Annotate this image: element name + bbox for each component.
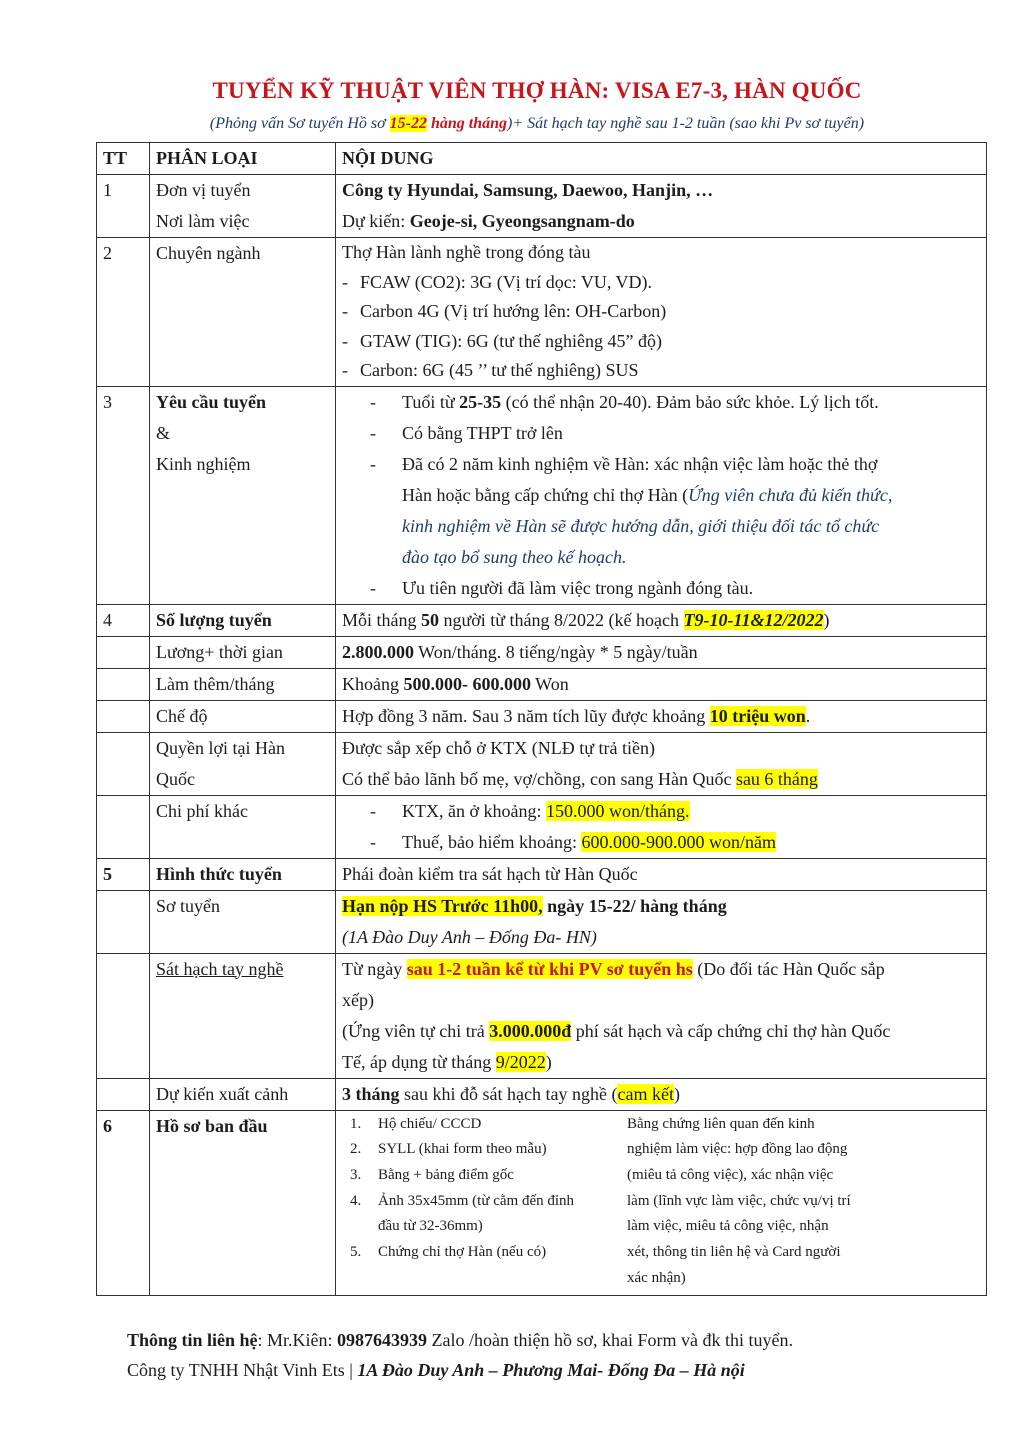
content-line [342,1047,982,1078]
row-label: Dự kiến xuất cảnh [150,1078,336,1110]
row-label: Làm thêm/tháng [150,668,336,700]
header-phanloai: PHÂN LOẠI [150,143,336,175]
table-row [97,953,987,1078]
text-highlight: cam kết [617,1083,674,1104]
text-line: nghiệm làm việc: hợp đồng lao động [627,1141,848,1158]
document-list [342,1111,982,1292]
text-highlight: T9-10-11&12/2022 [683,609,824,630]
content-line: Thợ Hàn lành nghề trong đóng tàu [342,242,591,262]
text: KTX, ăn ở khoảng: [402,800,546,821]
row-content [336,795,987,858]
text-line: làm việc, miêu tả công việc, nhận [627,1218,829,1235]
row-content [336,386,987,604]
list-item [342,1189,627,1215]
row-content [336,238,987,387]
row-number: 4 [97,604,150,636]
dash-bullet: - [342,330,348,351]
text: Tế, áp dụng từ tháng [342,1051,496,1072]
table-row [97,700,987,732]
text-highlight: 3.000.000đ [489,1020,572,1041]
document-list-left [342,1112,627,1292]
row-label: Chuyên ngành [150,238,336,387]
text: Hàn hoặc bằng cấp chứng chỉ thợ Hàn ( [402,484,689,505]
row-number: 1 [97,175,150,238]
row-number: 5 [97,858,150,890]
subtitle-text-end: )+ Sát hạch tay nghề sau 1-2 tuần (sao khi Pv sơ tuyển) [507,115,865,132]
text: ) [545,1051,552,1072]
row-label: Hình thức tuyển [150,858,336,890]
table-row [97,238,987,387]
text: Won/tháng. 8 tiếng/ngày * 5 ngày/tuần [414,641,698,662]
list-item [342,1112,627,1138]
text: Có thể bảo lãnh bố mẹ, vợ/chồng, con sang Hàn Quốc [342,768,736,789]
row-number-empty [97,795,150,858]
text: . [805,705,811,726]
label-line: Quyền lợi tại Hàn [156,737,285,758]
text: người từ tháng 8/2022 (kế hoạch [439,609,684,630]
subtitle-highlight: 15-22 [389,115,427,132]
text: Won [531,673,569,694]
content-line [342,764,982,795]
content-line [342,206,982,237]
content-line: xếp) [342,989,374,1010]
list-item [342,1163,627,1189]
list-text: Có bằng THPT trở lên [402,422,563,443]
document-list-right [627,1112,897,1292]
recruitment-table [96,142,987,1296]
list-item [342,418,982,449]
text: Khoảng [342,673,404,694]
row-content [336,1110,987,1296]
table-row [97,1078,987,1110]
content-line: (1A Đào Duy Anh – Đống Đa- HN) [342,926,597,947]
text-bold: 25-35 [459,391,502,412]
text-line: xác nhận) [627,1269,686,1286]
text-bold: 50 [421,609,439,630]
contact-info [127,1330,793,1351]
row-label: Số lượng tuyển [150,604,336,636]
list-text: Chứng chỉ thợ Hàn (nếu có) [378,1244,547,1261]
list-item [342,1214,627,1240]
list-text: đầu từ 32-36mm) [378,1218,483,1235]
subtitle-text: (Phỏng vấn Sơ tuyển Hồ sơ [209,115,390,132]
contact-label: Thông tin liên hệ [127,1330,258,1350]
list-number: 3. [350,1166,362,1183]
list-item [342,297,982,327]
text-bold: 3 tháng [342,1083,400,1104]
row-label: Hồ sơ ban đầu [150,1110,336,1296]
text: (có thể nhận 20-40). Đảm bảo sức khỏe. Lý lịch tốt. [501,391,879,412]
content-line [342,1016,982,1047]
list-item [342,356,982,386]
dash-bullet: - [370,831,376,852]
row-number-empty [97,953,150,1078]
list-text: Đã có 2 năm kinh nghiệm về Hàn: xác nhận việc làm hoặc thẻ thợ [402,453,878,474]
row-content [336,953,987,1078]
dash-bullet: - [370,800,376,821]
label-line: Yêu cầu tuyển [156,391,267,412]
row-content [336,636,987,668]
list-item [342,1137,627,1163]
subtitle-red: hàng tháng [426,115,508,132]
list-item [342,387,982,418]
list-text: Carbon 4G (Vị trí hướng lên: OH-Carbon) [360,301,667,321]
row-label: Sơ tuyển [150,890,336,953]
row-content: Phái đoàn kiểm tra sát hạch từ Hàn Quốc [336,858,987,890]
text-highlight: 150.000 won/tháng. [546,800,690,821]
header-tt: TT [97,143,150,175]
text-bold: 2.800.000 [342,641,414,662]
row-number-empty [97,732,150,795]
dash-bullet: - [370,577,376,598]
table-row [97,732,987,795]
contact-name: : Mr.Kiên: [257,1330,338,1350]
text: ) [823,609,830,630]
header-noidung: NỘI DUNG [336,143,987,175]
row-number: 6 [97,1110,150,1296]
row-content [336,668,987,700]
text-highlight: Hạn nộp HS Trước 11h00, [342,895,543,916]
list-text: GTAW (TIG): 6G (tư thế nghiêng 45” độ) [360,330,662,351]
row-label: Chi phí khác [150,795,336,858]
text: Dự kiến: [342,211,410,231]
list-text: Hộ chiếu/ CCCD [378,1115,482,1132]
text: Từ ngày [342,958,407,979]
text-bold: Geoje-si, Gyeongsangnam-do [409,211,635,231]
label-line: Nơi làm việc [156,211,250,231]
list-item [342,327,982,357]
row-content [336,175,987,238]
table-row [97,1110,987,1296]
content-line [342,954,982,985]
contact-note: Zalo /hoàn thiện hồ sơ, khai Form và đk thi tuyển. [427,1330,794,1350]
dash-bullet: - [342,360,348,380]
list-continuation: kinh nghiệm về Hàn sẽ được hướng dẫn, giới thiệu đối tác tổ chức [402,515,880,536]
row-number-empty [97,890,150,953]
document-title: TUYỂN KỸ THUẬT VIÊN THỢ HÀN: VISA E7-3, HÀN QUỐC [212,78,862,103]
row-content [336,700,987,732]
list-item [342,449,982,480]
contact-phone: 0987643939 [337,1330,428,1350]
dash-bullet: - [370,453,376,474]
table-row [97,636,987,668]
list-number: 2. [350,1141,362,1158]
text-line: làm (lĩnh vực làm việc, chức vụ/vị trí [627,1192,851,1209]
row-label: Sát hạch tay nghề [150,953,336,1078]
text-highlight: 10 triệu won [709,705,806,726]
row-number-empty [97,1078,150,1110]
list-item [342,827,982,858]
content-line [342,891,982,922]
list-continuation [342,480,982,511]
text-italic: Ứng viên chưa đủ kiến thức, [688,484,893,505]
row-label: Chế độ [150,700,336,732]
row-number-empty [97,700,150,732]
label-line: Kinh nghiệm [156,453,251,474]
list-number: 5. [350,1244,362,1261]
text-line: xét, thông tin liên hệ và Card người [627,1244,841,1261]
text: Tuổi từ [402,391,460,412]
list-text: FCAW (CO2): 3G (Vị trí dọc: VU, VD). [360,271,653,292]
list-number: 4. [350,1192,362,1209]
text: sau khi đỗ sát hạch tay nghề ( [399,1083,618,1104]
row-content [336,1078,987,1110]
table-header-row [97,143,987,175]
table-row [97,175,987,238]
text: (Ứng viên tự chi trả [342,1020,490,1041]
text-highlight: sau 1-2 tuần kể từ khi PV sơ tuyển hs [406,958,693,979]
row-label [150,175,336,238]
row-content [336,604,987,636]
table-row [97,890,987,953]
table-row [97,386,987,604]
row-content [336,732,987,795]
text: Hợp đồng 3 năm. Sau 3 năm tích lũy được khoảng [342,705,710,726]
content-line: Được sắp xếp chỗ ở KTX (NLĐ tự trả tiền) [342,737,655,758]
dash-bullet: - [342,301,348,321]
text: phí sát hạch và cấp chứng chỉ thợ hàn Quốc [571,1020,891,1041]
document-subtitle [0,115,1024,133]
dash-bullet: - [370,391,376,412]
text-highlight: 9/2022 [495,1051,546,1072]
text: (Do đối tác Hàn Quốc sắp [692,958,885,979]
table-row [97,795,987,858]
row-label [150,386,336,604]
list-number: 1. [350,1115,362,1132]
dash-bullet: - [370,422,376,443]
text-bold: 500.000- 600.000 [403,673,531,694]
row-label: Lương+ thời gian [150,636,336,668]
text: Thuế, bảo hiểm khoảng: [402,831,582,852]
list-text: SYLL (khai form theo mẫu) [378,1141,547,1158]
label-line: Quốc [156,768,195,789]
company-info [127,1360,745,1381]
list-item [342,1240,627,1266]
row-number-empty [97,668,150,700]
text: ngày 15-22/ hàng tháng [542,895,727,916]
label-line: & [156,422,171,443]
text-line: Bằng chứng liên quan đến kinh [627,1115,815,1132]
table-row [97,668,987,700]
text: Mỗi tháng [342,609,421,630]
row-number: 2 [97,238,150,387]
row-label [150,732,336,795]
list-item [342,573,982,604]
text-highlight: 600.000-900.000 won/năm [581,831,776,852]
row-number-empty [97,636,150,668]
table-row [97,604,987,636]
table-row [97,858,987,890]
list-text: Ưu tiên người đã làm việc trong ngành đóng tàu. [402,577,754,598]
row-number: 3 [97,386,150,604]
list-text: Carbon: 6G (45 ’’ tư thế nghiêng) SUS [360,360,639,380]
text-highlight: sau 6 tháng [735,768,818,789]
list-text: Ảnh 35x45mm (từ cằm đến đỉnh [378,1192,575,1209]
label-line: Đơn vị tuyển [156,180,251,200]
list-text: Bằng + bảng điểm gốc [378,1166,514,1183]
dash-bullet: - [342,271,348,292]
list-item [342,268,982,298]
company-name: Công ty TNHH Nhật Vinh Ets | [127,1360,358,1380]
text: ) [673,1083,680,1104]
content-line: Công ty Hyundai, Samsung, Daewoo, Hanjin, … [342,180,714,200]
list-continuation: đào tạo bổ sung theo kế hoạch. [402,546,627,567]
row-content [336,890,987,953]
text-line: (miêu tả công việc), xác nhận việc [627,1166,834,1183]
company-address: 1A Đào Duy Anh – Phương Mai- Đống Đa – Hà nội [357,1360,745,1380]
list-item [342,796,982,827]
